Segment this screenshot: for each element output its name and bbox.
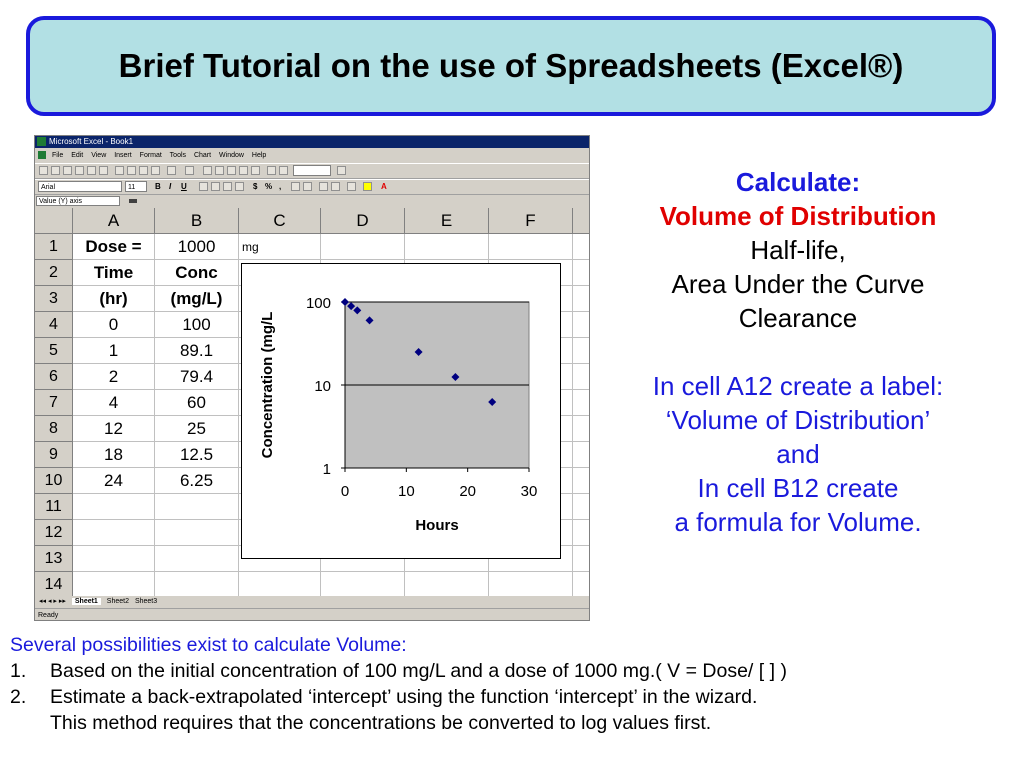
grid-cell[interactable] (573, 338, 589, 364)
clearance-label: Clearance (738, 303, 858, 333)
function-icon[interactable] (227, 166, 236, 175)
open-folder-icon[interactable] (51, 166, 60, 175)
x-tick-label: 30 (520, 483, 538, 500)
grid-cell[interactable] (573, 260, 589, 286)
row-header-2[interactable]: 2 (35, 260, 73, 286)
zoom-select[interactable] (293, 165, 331, 176)
help-icon[interactable] (337, 166, 346, 175)
sheet-tabs-bar (35, 596, 589, 608)
embedded-chart[interactable] (241, 263, 561, 559)
note-number-2: 2. (10, 686, 27, 708)
menu-chart[interactable]: Chart (193, 152, 212, 159)
formula-bar (35, 196, 589, 207)
undo-icon[interactable] (167, 166, 176, 175)
grid-cell[interactable] (573, 468, 589, 494)
excel-menubar (35, 149, 589, 162)
cell-a8[interactable]: 12 (73, 416, 155, 442)
excel-window-title: Microsoft Excel - Book1 (49, 137, 134, 146)
cell-a10[interactable]: 24 (73, 468, 155, 494)
print-preview-icon[interactable] (87, 166, 96, 175)
column-header-g[interactable] (573, 208, 589, 234)
menu-help[interactable]: Help (251, 152, 267, 159)
grid-cell[interactable] (573, 546, 589, 572)
cell-a9[interactable]: 18 (73, 442, 155, 468)
increase-indent-icon[interactable] (331, 182, 340, 191)
row-header-4[interactable]: 4 (35, 312, 73, 338)
bottom-intro: Several possibilities exist to calculate Volume: (10, 634, 407, 656)
copy-icon[interactable] (127, 166, 136, 175)
column-header-c[interactable]: C (239, 208, 321, 234)
y-axis-title: Concentration (mg/L (259, 311, 276, 459)
workbook-icon (38, 151, 46, 159)
y-tick-label: 1 (322, 461, 331, 478)
comma-icon[interactable]: , (279, 182, 282, 191)
row-header-3[interactable]: 3 (35, 286, 73, 312)
decrease-decimal-icon[interactable] (303, 182, 312, 191)
cell-b2[interactable]: Conc (155, 260, 239, 286)
spacer (600, 335, 996, 369)
grid-cell[interactable] (155, 572, 239, 596)
grid-cell[interactable] (73, 572, 155, 596)
x-tick-label: 0 (340, 483, 350, 500)
cell-b6[interactable]: 79.4 (155, 364, 239, 390)
slide-title: Brief Tutorial on the use of Spreadsheets (Excel®) (118, 47, 904, 84)
grid-cell[interactable] (573, 572, 589, 596)
menu-insert[interactable]: Insert (114, 152, 132, 159)
y-tick-label: 10 (314, 378, 331, 395)
bold-icon[interactable]: B (155, 182, 161, 191)
slide-title-banner (26, 16, 996, 116)
autosum-icon[interactable] (215, 166, 224, 175)
standard-toolbar (35, 163, 589, 179)
grid-cell[interactable] (73, 546, 155, 572)
grid-cell[interactable] (573, 286, 589, 312)
note-text-1: Based on the initial concentration of 100 mg/L and a dose of 1000 mg.( V = Dose/ [ ] ) (50, 660, 787, 682)
note-item-1 (10, 658, 1020, 684)
grid-cell[interactable] (155, 494, 239, 520)
y-tick-label: 100 (305, 295, 331, 312)
currency-icon[interactable]: $ (253, 182, 258, 191)
font-color-icon[interactable]: A (381, 182, 387, 191)
bottom-notes (10, 632, 1020, 736)
row-header-1[interactable]: 1 (35, 234, 73, 260)
tab-sheet1[interactable]: Sheet1 (72, 598, 101, 605)
instruction-label-text: ‘Volume of Distribution’ (665, 405, 931, 435)
spelling-icon[interactable] (99, 166, 108, 175)
align-right-icon[interactable] (223, 182, 232, 191)
new-file-icon[interactable] (39, 166, 48, 175)
grid-cell[interactable] (155, 546, 239, 572)
column-header-d[interactable]: D (321, 208, 405, 234)
cell-a3[interactable]: (hr) (73, 286, 155, 312)
hyperlink-icon[interactable] (203, 166, 212, 175)
row-header-10[interactable]: 10 (35, 468, 73, 494)
cell-a2[interactable]: Time (73, 260, 155, 286)
menu-edit[interactable]: Edit (71, 152, 84, 159)
auc-label: Area Under the Curve (671, 269, 925, 299)
menu-file[interactable]: File (51, 152, 64, 159)
grid-cell[interactable] (321, 234, 405, 260)
x-tick-label: 20 (459, 483, 477, 500)
format-painter-icon[interactable] (151, 166, 160, 175)
select-all-corner[interactable] (35, 208, 73, 234)
paste-icon[interactable] (139, 166, 148, 175)
status-bar (35, 608, 589, 621)
cell-c1[interactable]: mg (239, 234, 321, 260)
chart-svg (242, 264, 560, 558)
cell-a5[interactable]: 1 (73, 338, 155, 364)
grid-cell[interactable] (405, 234, 489, 260)
fill-color-icon[interactable] (363, 182, 372, 191)
print-icon[interactable] (75, 166, 84, 175)
instruction-formula: a formula for Volume. (674, 507, 922, 537)
row-header-14[interactable]: 14 (35, 572, 73, 596)
right-instructions (600, 165, 996, 539)
align-left-icon[interactable] (199, 182, 208, 191)
note-item-2 (10, 684, 1020, 710)
cell-a6[interactable]: 2 (73, 364, 155, 390)
cell-a7[interactable]: 4 (73, 390, 155, 416)
grid-cell[interactable] (73, 520, 155, 546)
cell-b5[interactable]: 89.1 (155, 338, 239, 364)
italic-icon[interactable]: I (169, 182, 172, 191)
instruction-b12: In cell B12 create (697, 473, 899, 503)
note-text-2: Estimate a back-extrapolated ‘intercept’ using the function ‘intercept’ in the wizard. (50, 686, 758, 708)
borders-icon[interactable] (347, 182, 356, 191)
cut-icon[interactable] (115, 166, 124, 175)
underline-icon[interactable]: U (181, 182, 187, 191)
cell-b1[interactable]: 1000 (155, 234, 239, 260)
font-size-select[interactable]: 11 (125, 181, 147, 192)
decrease-indent-icon[interactable] (319, 182, 328, 191)
cell-b10[interactable]: 6.25 (155, 468, 239, 494)
menu-view[interactable]: View (91, 152, 107, 159)
x-axis-title: Hours (415, 517, 459, 534)
cell-a1[interactable]: Dose = (73, 234, 155, 260)
formatting-toolbar (35, 179, 589, 195)
chart-wizard-icon[interactable] (267, 166, 276, 175)
cell-b4[interactable]: 100 (155, 312, 239, 338)
cell-b8[interactable]: 25 (155, 416, 239, 442)
row-header-8[interactable]: 8 (35, 416, 73, 442)
grid-cell[interactable] (573, 442, 589, 468)
grid-cell[interactable] (489, 572, 573, 596)
drawing-icon[interactable] (279, 166, 288, 175)
redo-icon[interactable] (185, 166, 194, 175)
grid-cell[interactable] (155, 520, 239, 546)
tab-sheet2[interactable]: Sheet2 (106, 598, 129, 605)
menu-format[interactable]: Format (139, 152, 162, 159)
excel-titlebar[interactable] (35, 136, 589, 148)
menu-tools[interactable]: Tools (169, 152, 187, 159)
grid-cell[interactable] (573, 234, 589, 260)
column-header-a[interactable]: A (73, 208, 155, 234)
row-header-9[interactable]: 9 (35, 442, 73, 468)
percent-icon[interactable]: % (265, 182, 273, 191)
grid-cell[interactable] (573, 494, 589, 520)
column-header-e[interactable]: E (405, 208, 489, 234)
status-text: Ready (38, 612, 59, 619)
menu-window[interactable]: Window (219, 152, 244, 159)
cell-b9[interactable]: 12.5 (155, 442, 239, 468)
cell-a4[interactable]: 0 (73, 312, 155, 338)
grid-cell[interactable] (573, 416, 589, 442)
calculate-label: Calculate: (735, 167, 861, 197)
save-disk-icon[interactable] (63, 166, 72, 175)
note-text-2-continued: This method requires that the concentrations be converted to log values first. (50, 712, 712, 734)
note-number-1: 1. (10, 660, 27, 682)
row-header-7[interactable]: 7 (35, 390, 73, 416)
cell-b7[interactable]: 60 (155, 390, 239, 416)
row-header-12[interactable]: 12 (35, 520, 73, 546)
row-header-11[interactable]: 11 (35, 494, 73, 520)
align-center-icon[interactable] (211, 182, 220, 191)
formula-equals-icon[interactable] (129, 199, 137, 203)
excel-app-icon (37, 137, 46, 146)
column-header-f[interactable]: F (489, 208, 573, 234)
sort-ascending-icon[interactable] (239, 166, 248, 175)
column-header-b[interactable]: B (155, 208, 239, 234)
cell-b3[interactable]: (mg/L) (155, 286, 239, 312)
grid-cell[interactable] (73, 494, 155, 520)
increase-decimal-icon[interactable] (291, 182, 300, 191)
grid-cell[interactable] (489, 234, 573, 260)
grid-cell[interactable] (573, 390, 589, 416)
tab-scroll-icon[interactable]: ◂◂ ◂ ▸ ▸▸ (39, 598, 66, 605)
name-box[interactable]: Value (Y) axis (36, 196, 120, 206)
row-header-13[interactable]: 13 (35, 546, 73, 572)
instruction-and: and (776, 439, 820, 469)
grid-cell[interactable] (321, 572, 405, 596)
tab-sheet3[interactable]: Sheet3 (134, 598, 158, 605)
volume-of-distribution-label: Volume of Distribution (659, 201, 937, 231)
x-tick-label: 10 (397, 483, 415, 500)
row-header-6[interactable]: 6 (35, 364, 73, 390)
instruction-a12: In cell A12 create a label: (652, 371, 944, 401)
font-name-select[interactable]: Arial (38, 181, 122, 192)
grid-cell[interactable] (573, 312, 589, 338)
sort-descending-icon[interactable] (251, 166, 260, 175)
note-item-2-continued (10, 710, 1020, 736)
grid-cell[interactable] (573, 364, 589, 390)
merge-center-icon[interactable] (235, 182, 244, 191)
row-header-5[interactable]: 5 (35, 338, 73, 364)
grid-cell[interactable] (573, 520, 589, 546)
grid-cell[interactable] (239, 572, 321, 596)
half-life-label: Half-life, (750, 235, 846, 265)
grid-cell[interactable] (405, 572, 489, 596)
